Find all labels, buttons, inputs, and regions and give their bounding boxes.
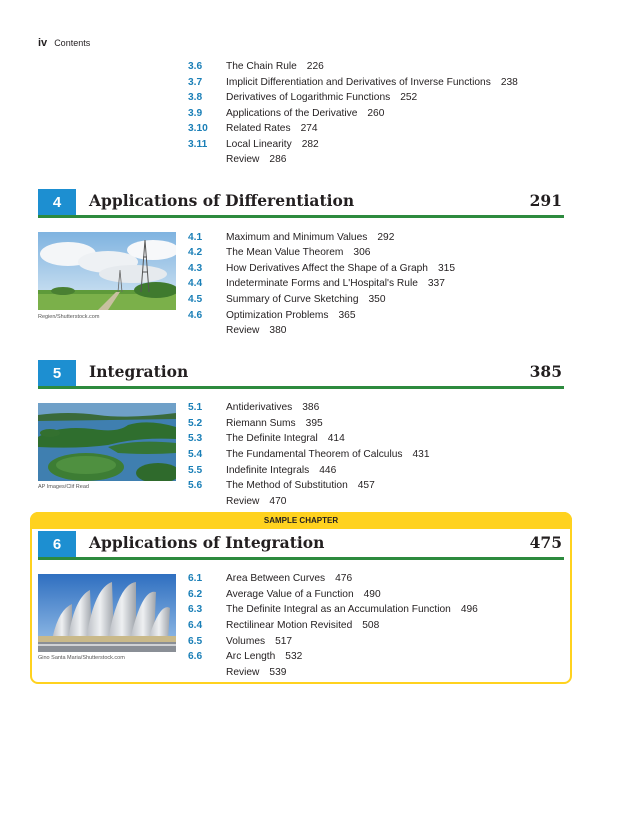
section-title: Summary of Curve Sketching	[226, 294, 359, 305]
section-title: Derivatives of Logarithmic Functions	[226, 92, 391, 103]
section-number: 5.4	[188, 449, 203, 460]
section-number: 6.5	[188, 636, 203, 647]
section-page: 496	[460, 604, 478, 615]
section-page: 306	[353, 247, 371, 258]
chapter-heading[interactable]	[38, 189, 564, 219]
section-title: Review	[226, 325, 260, 336]
section-page: 315	[437, 263, 455, 274]
section-number: 6.2	[188, 589, 203, 600]
section-number: 5.6	[188, 480, 203, 491]
section-number: 4.3	[188, 263, 203, 274]
running-head-label: Contents	[54, 38, 91, 48]
section-page: 252	[400, 92, 418, 103]
section-page: 395	[305, 418, 323, 429]
chapter-page: 291	[529, 191, 562, 210]
sample-chapter-label: SAMPLE CHAPTER	[30, 512, 572, 529]
section-page: 508	[362, 620, 380, 631]
chapter-heading[interactable]	[38, 360, 564, 390]
section-title: How Derivatives Affect the Shape of a Graph	[226, 263, 428, 274]
section-title: Local Linearity	[226, 139, 292, 150]
chapter-page: 385	[529, 362, 562, 381]
section-page: 490	[363, 589, 381, 600]
section-title: Average Value of a Function	[226, 589, 354, 600]
chapter-number-box: 4	[38, 189, 76, 216]
chapter-photo-field-tower	[38, 232, 176, 310]
section-page: 386	[302, 402, 320, 413]
section-page: 517	[275, 636, 293, 647]
section-title: Riemann Sums	[226, 418, 296, 429]
section-page: 238	[500, 77, 518, 88]
section-title: Review	[226, 667, 260, 678]
section-number: 4.1	[188, 232, 203, 243]
section-number: 5.2	[188, 418, 203, 429]
chapter-number-box: 6	[38, 531, 76, 558]
section-page: 457	[357, 480, 375, 491]
section-page: 431	[412, 449, 430, 460]
running-head	[38, 37, 90, 49]
section-page: 350	[368, 294, 386, 305]
section-number: 5.5	[188, 465, 203, 476]
section-title: Arc Length	[226, 651, 276, 662]
section-number: 4.5	[188, 294, 203, 305]
section-number: 3.8	[188, 92, 203, 103]
section-number: 6.3	[188, 604, 203, 615]
section-page: 282	[301, 139, 319, 150]
section-number: 3.9	[188, 108, 203, 119]
section-page: 532	[285, 651, 303, 662]
chapter-photo-lake-aerial	[38, 403, 176, 481]
chapter-rule	[38, 215, 564, 218]
section-title: The Mean Value Theorem	[226, 247, 344, 258]
section-number: 6.6	[188, 651, 203, 662]
section-title: The Chain Rule	[226, 61, 297, 72]
section-number: 5.3	[188, 433, 203, 444]
section-page: 286	[269, 154, 287, 165]
section-title: Antiderivatives	[226, 402, 293, 413]
page-number: iv	[38, 37, 48, 49]
chapter-title: Applications of Differentiation	[89, 191, 355, 210]
section-page: 380	[269, 325, 287, 336]
section-title: Maximum and Minimum Values	[226, 232, 368, 243]
section-page: 292	[377, 232, 395, 243]
section-title: The Fundamental Theorem of Calculus	[226, 449, 403, 460]
chapter-title: Integration	[89, 362, 189, 381]
photo-credit: AP Images/Clif Read	[38, 484, 89, 490]
section-page: 446	[319, 465, 337, 476]
section-title: Applications of the Derivative	[226, 108, 358, 119]
section-page: 414	[327, 433, 345, 444]
section-page: 365	[338, 310, 356, 321]
chapter-page: 475	[529, 533, 562, 552]
section-title: Review	[226, 496, 260, 507]
section-number: 3.6	[188, 61, 203, 72]
section-page: 260	[367, 108, 385, 119]
section-title: Volumes	[226, 636, 266, 647]
section-number: 4.6	[188, 310, 203, 321]
section-number: 3.10	[188, 123, 208, 134]
section-title: Related Rates	[226, 123, 291, 134]
chapter-number-box: 5	[38, 360, 76, 387]
section-page: 337	[427, 278, 445, 289]
chapter-rule	[38, 557, 564, 560]
section-title: The Method of Substitution	[226, 480, 348, 491]
section-title: Optimization Problems	[226, 310, 329, 321]
section-number: 5.1	[188, 402, 203, 413]
section-page: 539	[269, 667, 287, 678]
chapter-title: Applications of Integration	[89, 533, 325, 552]
photo-credit: Gino Santa Maria/Shutterstock.com	[38, 655, 125, 661]
section-title: The Definite Integral as an Accumulation Function	[226, 604, 451, 615]
section-number: 6.1	[188, 573, 203, 584]
section-title: Indefinite Integrals	[226, 465, 310, 476]
section-title: Indeterminate Forms and L'Hospital's Rule	[226, 278, 418, 289]
chapter-rule	[38, 386, 564, 389]
section-number: 3.7	[188, 77, 203, 88]
section-title: Review	[226, 154, 260, 165]
section-page: 476	[335, 573, 353, 584]
chapter-photo-curved-building	[38, 574, 176, 652]
section-title: Implicit Differentiation and Derivatives of Inverse Functions	[226, 77, 491, 88]
chapter-heading[interactable]	[38, 531, 564, 561]
section-page: 226	[306, 61, 324, 72]
section-number: 4.2	[188, 247, 203, 258]
section-page: 274	[300, 123, 318, 134]
section-title: Area Between Curves	[226, 573, 326, 584]
photo-credit: Regien/Shutterstock.com	[38, 314, 100, 320]
section-title: The Definite Integral	[226, 433, 318, 444]
section-page: 470	[269, 496, 287, 507]
section-number: 4.4	[188, 278, 203, 289]
section-number: 6.4	[188, 620, 203, 631]
section-title: Rectilinear Motion Revisited	[226, 620, 353, 631]
section-number: 3.11	[188, 139, 208, 150]
